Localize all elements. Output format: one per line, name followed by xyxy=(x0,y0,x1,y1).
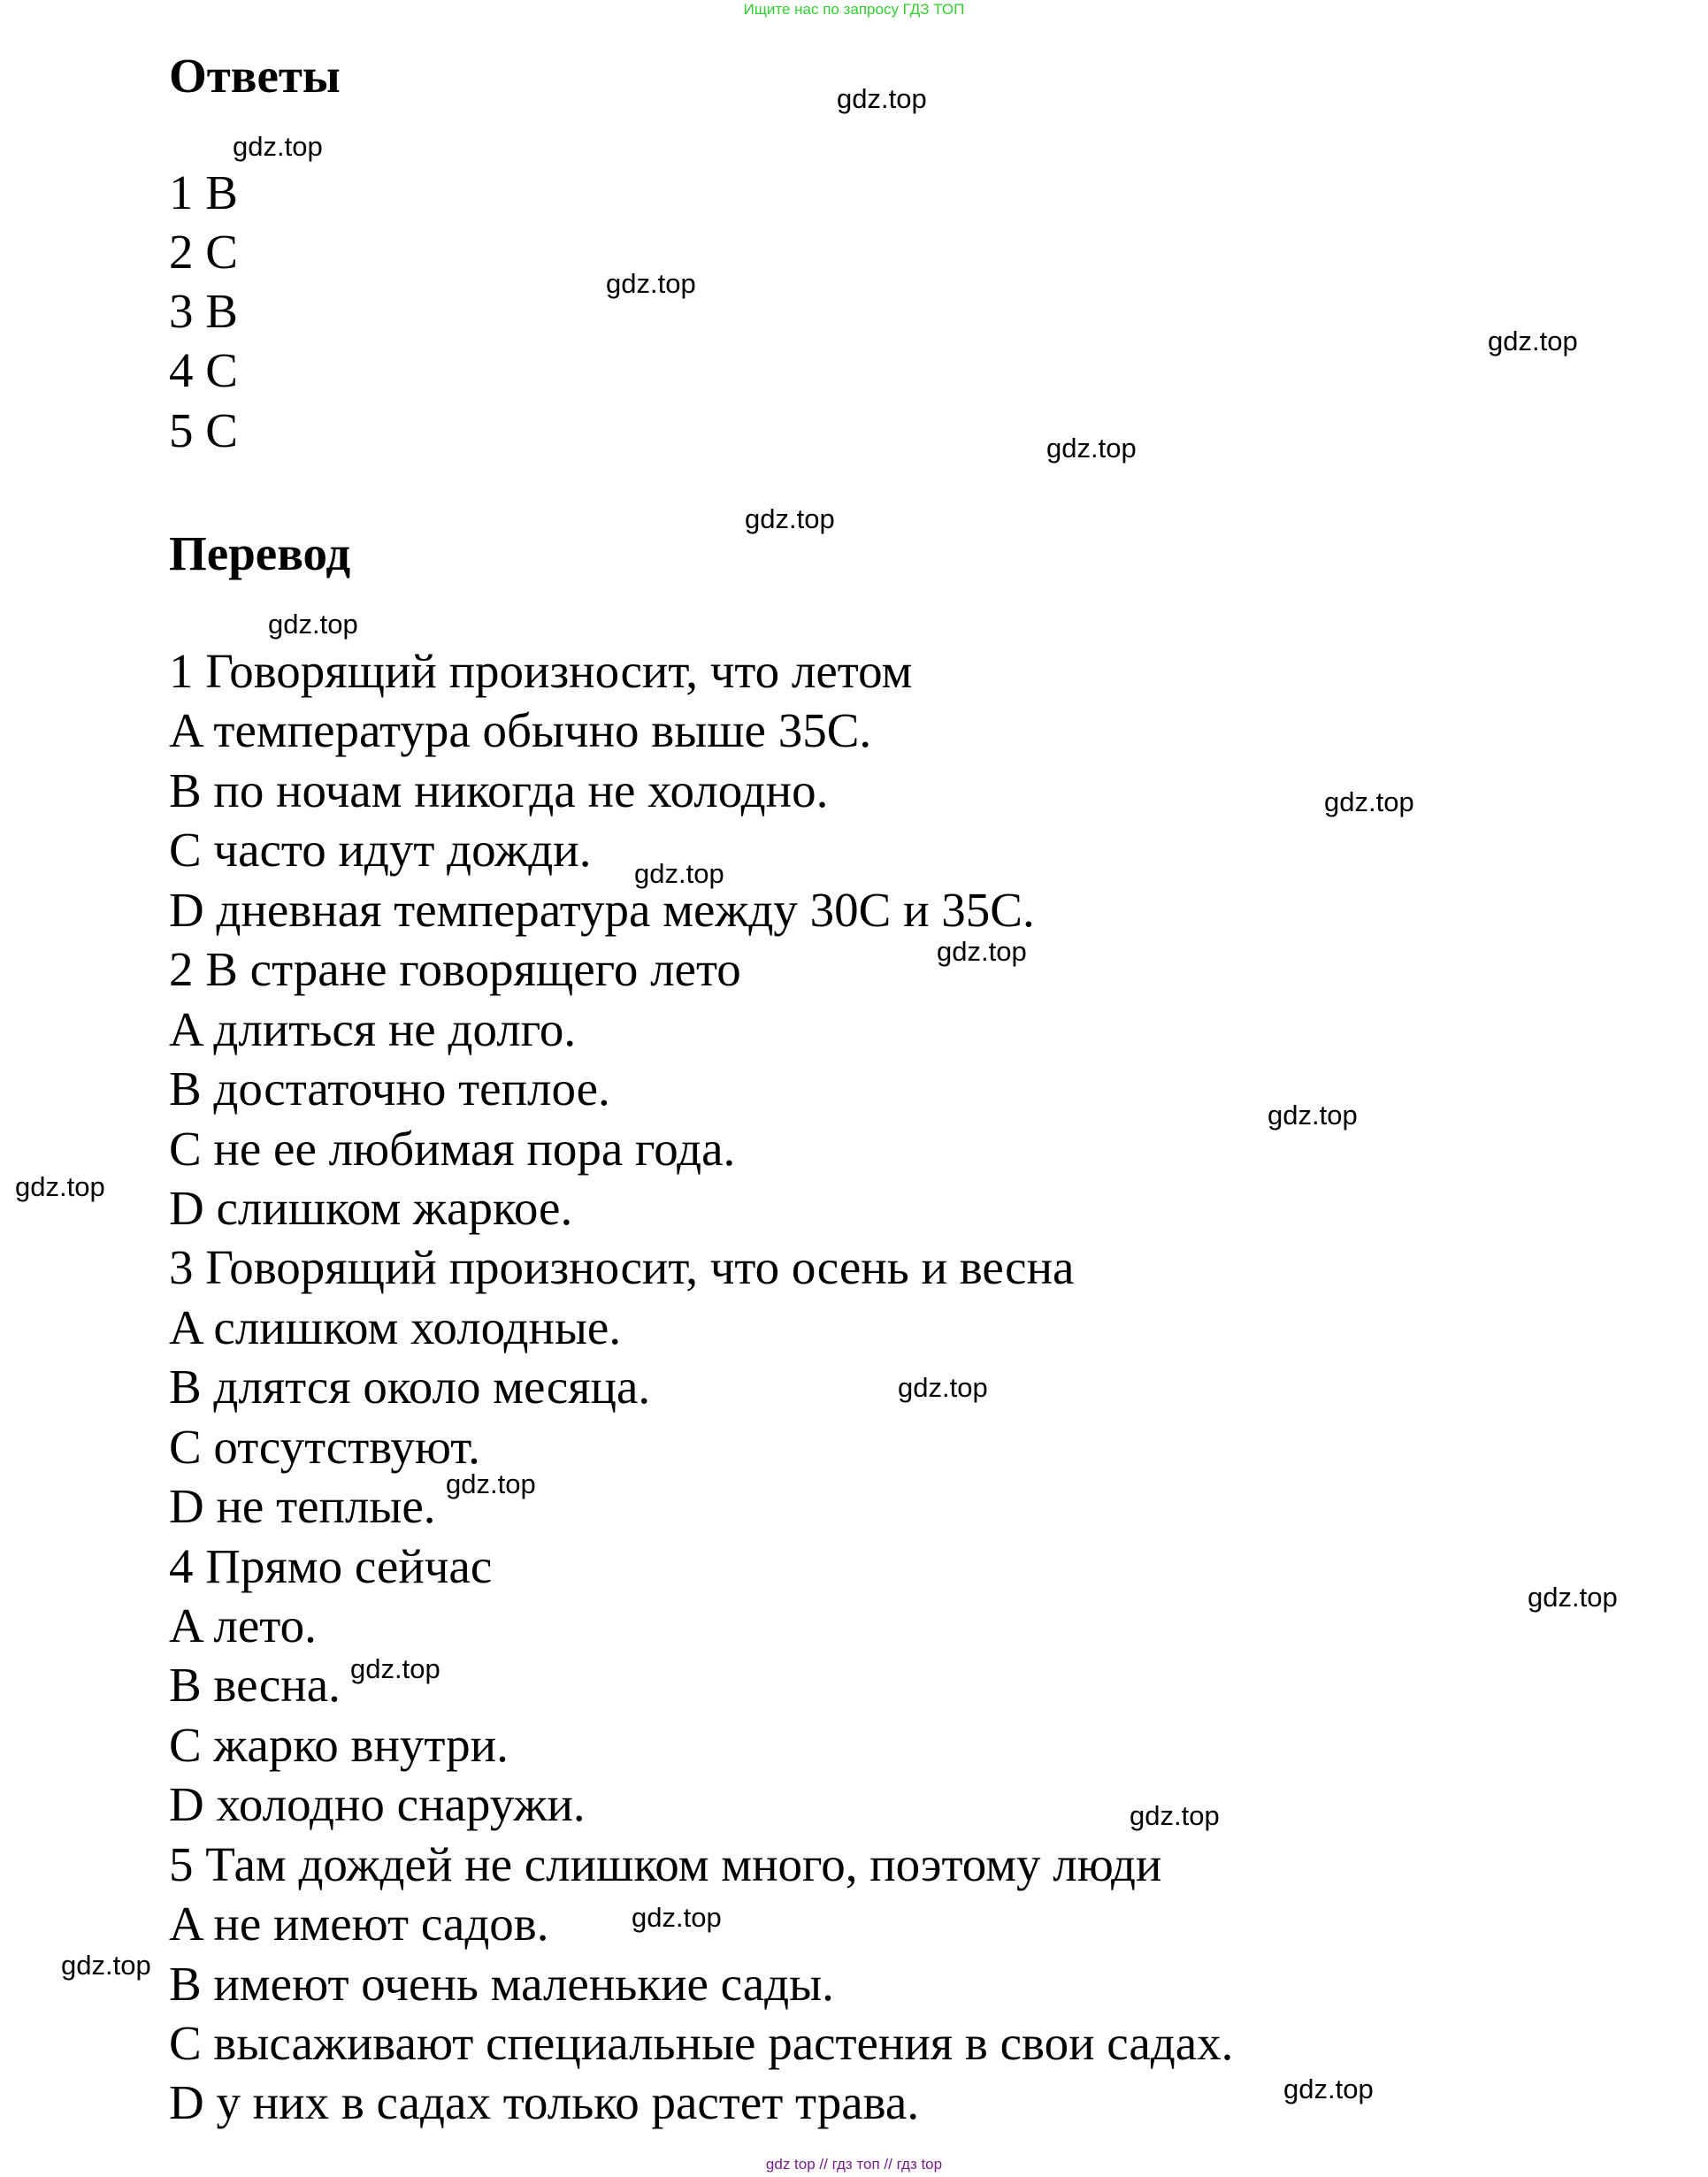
translation-line: 3 Говорящий произносит, что осень и весна xyxy=(169,1240,1075,1294)
watermark: gdz.top xyxy=(898,1372,988,1403)
translation-line: C жарко внутри. xyxy=(169,1718,509,1772)
translation-line: 5 Там дождей не слишком много, поэтому люди xyxy=(169,1837,1162,1891)
watermark: gdz.top xyxy=(632,1902,722,1933)
answer-item: 1 B xyxy=(169,165,238,219)
translation-line: D не теплые. xyxy=(169,1479,436,1533)
watermark: gdz.top xyxy=(937,936,1027,967)
watermark: gdz.top xyxy=(15,1171,105,1202)
watermark: gdz.top xyxy=(1488,326,1578,356)
watermark: gdz.top xyxy=(1283,2074,1374,2104)
watermark: gdz.top xyxy=(1046,433,1137,464)
watermark: gdz.top xyxy=(1130,1800,1220,1831)
translation-line: A лето. xyxy=(169,1598,317,1652)
watermark: gdz.top xyxy=(350,1653,440,1684)
translation-line: 1 Говорящий произносит, что летом xyxy=(169,644,913,698)
translation-line: B имеют очень маленькие сады. xyxy=(169,1957,834,2011)
translation-heading: Перевод xyxy=(169,526,351,580)
translation-line: C высаживают специальные растения в свои садах. xyxy=(169,2016,1234,2070)
watermark: gdz.top xyxy=(837,83,927,114)
watermark: gdz.top xyxy=(606,268,696,299)
watermark: gdz.top xyxy=(233,131,323,162)
answers-heading: Ответы xyxy=(169,49,341,103)
watermark: gdz.top xyxy=(745,503,835,534)
watermark: gdz.top xyxy=(61,1950,151,1981)
translation-line: C часто идут дожди. xyxy=(169,823,592,877)
translation-line: D холодно снаружи. xyxy=(169,1777,586,1831)
translation-line: B по ночам никогда не холодно. xyxy=(169,763,829,817)
answer-item: 2 C xyxy=(169,225,238,279)
translation-line: C не ее любимая пора года. xyxy=(169,1122,736,1176)
translation-line: 4 Прямо сейчас xyxy=(169,1539,493,1593)
watermark: gdz.top xyxy=(446,1468,536,1499)
translation-line: D слишком жаркое. xyxy=(169,1181,573,1235)
watermark: gdz.top xyxy=(1268,1100,1358,1131)
translation-line: C отсутствуют. xyxy=(169,1420,480,1474)
translation-line: D дневная температура между 30C и 35C. xyxy=(169,883,1035,937)
translation-line: 2 В стране говорящего лето xyxy=(169,942,741,996)
watermark: gdz.top xyxy=(634,858,724,889)
watermark: gdz.top xyxy=(268,609,358,640)
watermark: gdz.top xyxy=(1324,786,1414,817)
translation-line: A длиться не долго. xyxy=(169,1002,577,1056)
answer-item: 5 C xyxy=(169,403,238,457)
answer-item: 4 C xyxy=(169,343,238,397)
translation-line: B весна. xyxy=(169,1658,341,1712)
footer-links: gdz top // гдз топ // гдз top xyxy=(765,2156,943,2173)
translation-line: A слишком холодные. xyxy=(169,1300,622,1354)
translation-line: A не имеют садов. xyxy=(169,1897,549,1951)
translation-line: B достаточно теплое. xyxy=(169,1062,610,1115)
translation-line: A температура обычно выше 35C. xyxy=(169,703,872,757)
answer-item: 3 B xyxy=(169,284,238,338)
watermark: gdz.top xyxy=(1528,1582,1618,1613)
translation-line: D у них в садах только растет трава. xyxy=(169,2075,920,2129)
search-hint-banner: Ищите нас по запросу ГДЗ ТОП xyxy=(743,1,965,18)
translation-line: B длятся около месяца. xyxy=(169,1360,651,1414)
